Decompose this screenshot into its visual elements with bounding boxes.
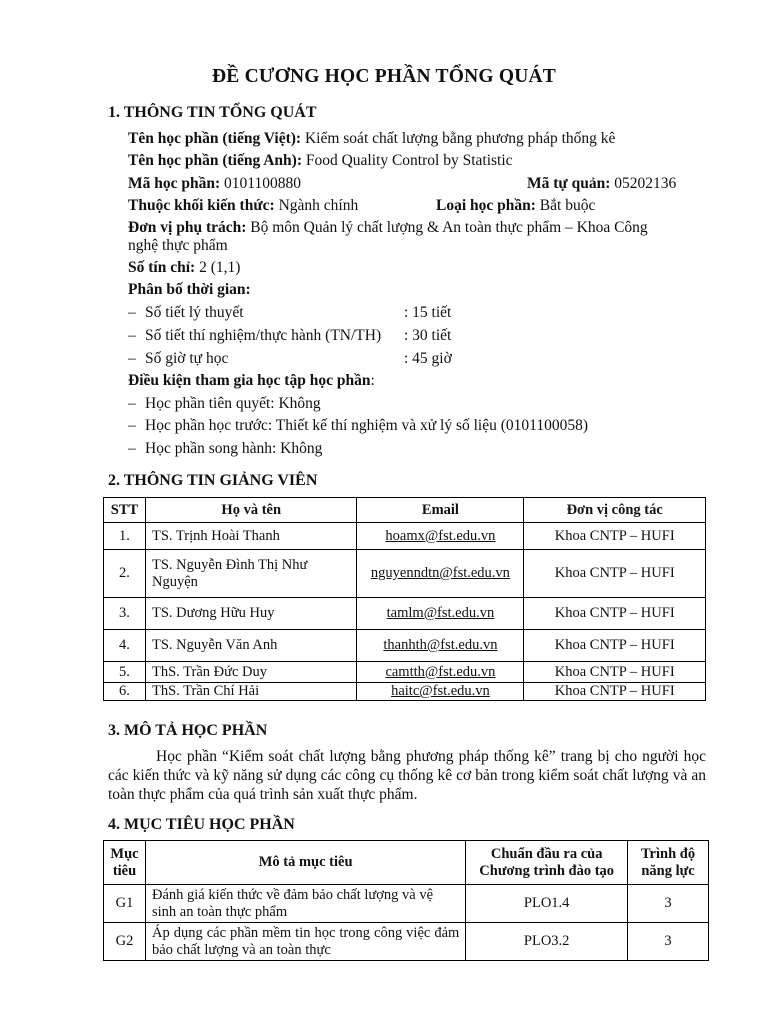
section-3-heading: 3. MÔ TẢ HỌC PHẦN — [108, 722, 268, 739]
course-name-en-row — [128, 152, 513, 170]
unit-value: Bộ môn Quản lý chất lượng & An toàn thực phẩm – Khoa Công — [250, 219, 648, 236]
row-number: 1. — [104, 523, 146, 550]
lecturer-name: TS. Dương Hữu Huy — [145, 598, 356, 630]
lecturer-name: ThS. Trần Chí Hải — [145, 683, 356, 701]
section-4-heading: 4. MỤC TIÊU HỌC PHẦN — [108, 816, 295, 833]
column-header: Mô tả mục tiêu — [145, 841, 465, 885]
email-link[interactable]: tamlm@fst.edu.vn — [386, 605, 495, 621]
lecturer-name: TS. Nguyễn Văn Anh — [145, 630, 356, 662]
lecturer-table — [103, 497, 706, 701]
conditions-colon: : — [370, 372, 375, 389]
lecturer-unit: Khoa CNTP – HUFI — [524, 598, 706, 630]
time-item-value: : 45 giờ — [404, 350, 452, 367]
mgmt-code: 05202136 — [614, 175, 677, 192]
course-description — [108, 747, 706, 804]
course-name-vi-row — [128, 130, 615, 148]
goal-level: 3 — [628, 923, 709, 961]
unit-label: Đơn vị phụ trách: — [128, 219, 247, 236]
lecturer-unit: Khoa CNTP – HUFI — [524, 523, 706, 550]
column-header: Đơn vị công tác — [524, 498, 706, 523]
time-item-label: Số giờ tự học — [145, 350, 229, 367]
conditions-label: Điều kiện tham gia học tập học phần — [128, 372, 371, 389]
time-item — [128, 327, 381, 345]
row-number: 6. — [104, 683, 146, 701]
objectives-table — [103, 840, 709, 961]
section-2-heading: 2. THÔNG TIN GIẢNG VIÊN — [108, 472, 318, 489]
unit-continuation: nghệ thực phẩm — [128, 237, 228, 254]
table-row — [104, 683, 706, 701]
column-header: Mục tiêu — [104, 841, 146, 885]
column-header: STT — [104, 498, 146, 523]
email-link[interactable]: haitc@fst.edu.vn — [391, 683, 490, 699]
mgmt-code-row — [527, 175, 676, 193]
lecturer-email[interactable] — [357, 550, 524, 598]
condition-item — [128, 417, 588, 435]
lecturer-email[interactable] — [357, 523, 524, 550]
course-code: 0101100880 — [224, 175, 301, 192]
knowledge-block: Ngành chính — [278, 197, 359, 214]
document-title: ĐỀ CƯƠNG HỌC PHẦN TỔNG QUÁT — [212, 66, 556, 87]
email-link[interactable]: hoamx@fst.edu.vn — [385, 527, 496, 544]
dash-bullet: – — [128, 304, 136, 321]
condition-item — [128, 440, 322, 458]
dash-bullet: – — [128, 327, 136, 344]
lecturer-unit: Khoa CNTP – HUFI — [524, 550, 706, 598]
course-type-row — [436, 197, 595, 215]
knowledge-block-label: Thuộc khối kiến thức: — [128, 197, 275, 214]
lecturer-name: ThS. Trần Đức Duy — [145, 662, 356, 683]
course-name-en: Food Quality Control by Statistic — [305, 152, 513, 169]
table-header-row — [104, 498, 706, 523]
condition-item-text: Học phần học trước: Thiết kế thí nghiệm và xử lý số liệu (0101100058) — [145, 417, 588, 434]
lecturer-name: TS. Nguyễn Đình Thị Như Nguyện — [145, 550, 356, 598]
course-type-label: Loại học phần: — [436, 197, 536, 214]
course-name-vi: Kiểm soát chất lượng bằng phương pháp thống kê — [304, 130, 616, 147]
section-1-heading: 1. THÔNG TIN TỔNG QUÁT — [108, 104, 317, 121]
email-link[interactable]: camtth@fst.edu.vn — [385, 663, 496, 680]
goal-plo: PLO1.4 — [466, 885, 628, 923]
credits-row — [128, 259, 240, 277]
lecturer-unit: Khoa CNTP – HUFI — [524, 630, 706, 662]
dash-bullet: – — [128, 440, 136, 457]
column-header: Chuẩn đầu ra của Chương trình đào tạo — [466, 841, 628, 885]
row-number: 4. — [104, 630, 146, 662]
table-row — [104, 598, 706, 630]
goal-description: Áp dụng các phần mềm tin học trong công việc đảm bảo chất lượng và an toàn thực — [145, 923, 465, 961]
time-item-label: Số tiết lý thuyết — [145, 304, 244, 321]
time-item-value: : 30 tiết — [404, 327, 452, 344]
row-number: 2. — [104, 550, 146, 598]
course-name-en-label: Tên học phần (tiếng Anh): — [128, 152, 302, 169]
lecturer-unit: Khoa CNTP – HUFI — [524, 662, 706, 683]
table-row — [104, 550, 706, 598]
goal-plo: PLO3.2 — [466, 923, 628, 961]
course-code-label: Mã học phần: — [128, 175, 221, 192]
goal-id: G2 — [104, 923, 146, 961]
table-row — [104, 523, 706, 550]
goal-id: G1 — [104, 885, 146, 923]
time-item — [128, 350, 228, 368]
table-row — [104, 885, 709, 923]
table-row — [104, 630, 706, 662]
condition-item-text: Học phần song hành: Không — [145, 440, 323, 457]
lecturer-email[interactable] — [357, 662, 524, 683]
conditions-row — [128, 372, 375, 390]
dash-bullet: – — [128, 350, 136, 367]
credits-value: 2 (1,1) — [199, 259, 241, 276]
lecturer-unit: Khoa CNTP – HUFI — [524, 683, 706, 701]
table-row — [104, 662, 706, 683]
dash-bullet: – — [128, 395, 136, 412]
row-number: 5. — [104, 662, 146, 683]
time-item — [128, 304, 244, 322]
mgmt-code-label: Mã tự quản: — [527, 175, 611, 192]
knowledge-block-row — [128, 197, 358, 215]
lecturer-name: TS. Trịnh Hoài Thanh — [145, 523, 356, 550]
row-number: 3. — [104, 598, 146, 630]
table-row — [104, 923, 709, 961]
lecturer-email[interactable] — [357, 683, 524, 701]
time-item-label: Số tiết thí nghiệm/thực hành (TN/TH) — [145, 327, 382, 344]
lecturer-email[interactable] — [357, 630, 524, 662]
condition-item-text: Học phần tiên quyết: Không — [145, 395, 321, 412]
credits-label: Số tín chỉ: — [128, 259, 196, 276]
course-name-vi-label: Tên học phần (tiếng Việt): — [128, 130, 302, 147]
time-allocation-label: Phân bố thời gian: — [128, 281, 251, 298]
email-link[interactable]: nguyenndtn@fst.edu.vn — [370, 565, 510, 581]
course-code-row — [128, 175, 301, 193]
column-header: Trình độ năng lực — [628, 841, 709, 885]
goal-description: Đánh giá kiến thức về đảm bảo chất lượng và vệ sinh an toàn thực phẩm — [145, 885, 465, 923]
table-header-row — [104, 841, 709, 885]
email-link[interactable]: thanhth@fst.edu.vn — [383, 637, 498, 653]
goal-level: 3 — [628, 885, 709, 923]
condition-item — [128, 395, 321, 413]
course-type: Bắt buộc — [539, 197, 596, 214]
unit-row — [128, 219, 648, 237]
time-item-value: : 15 tiết — [404, 304, 452, 321]
dash-bullet: – — [128, 417, 136, 434]
lecturer-email[interactable] — [357, 598, 524, 630]
column-header: Họ và tên — [145, 498, 356, 523]
column-header: Email — [357, 498, 524, 523]
course-description-text: Học phần “Kiểm soát chất lượng bằng phương pháp thống kê” trang bị cho người học các kiến thức và kỹ năng sử dụng các công cụ thống kê cơ bản trong kiểm soát chất lượng và an toàn thực phẩm của quá trình sản xuất thực phẩm. — [108, 748, 706, 803]
